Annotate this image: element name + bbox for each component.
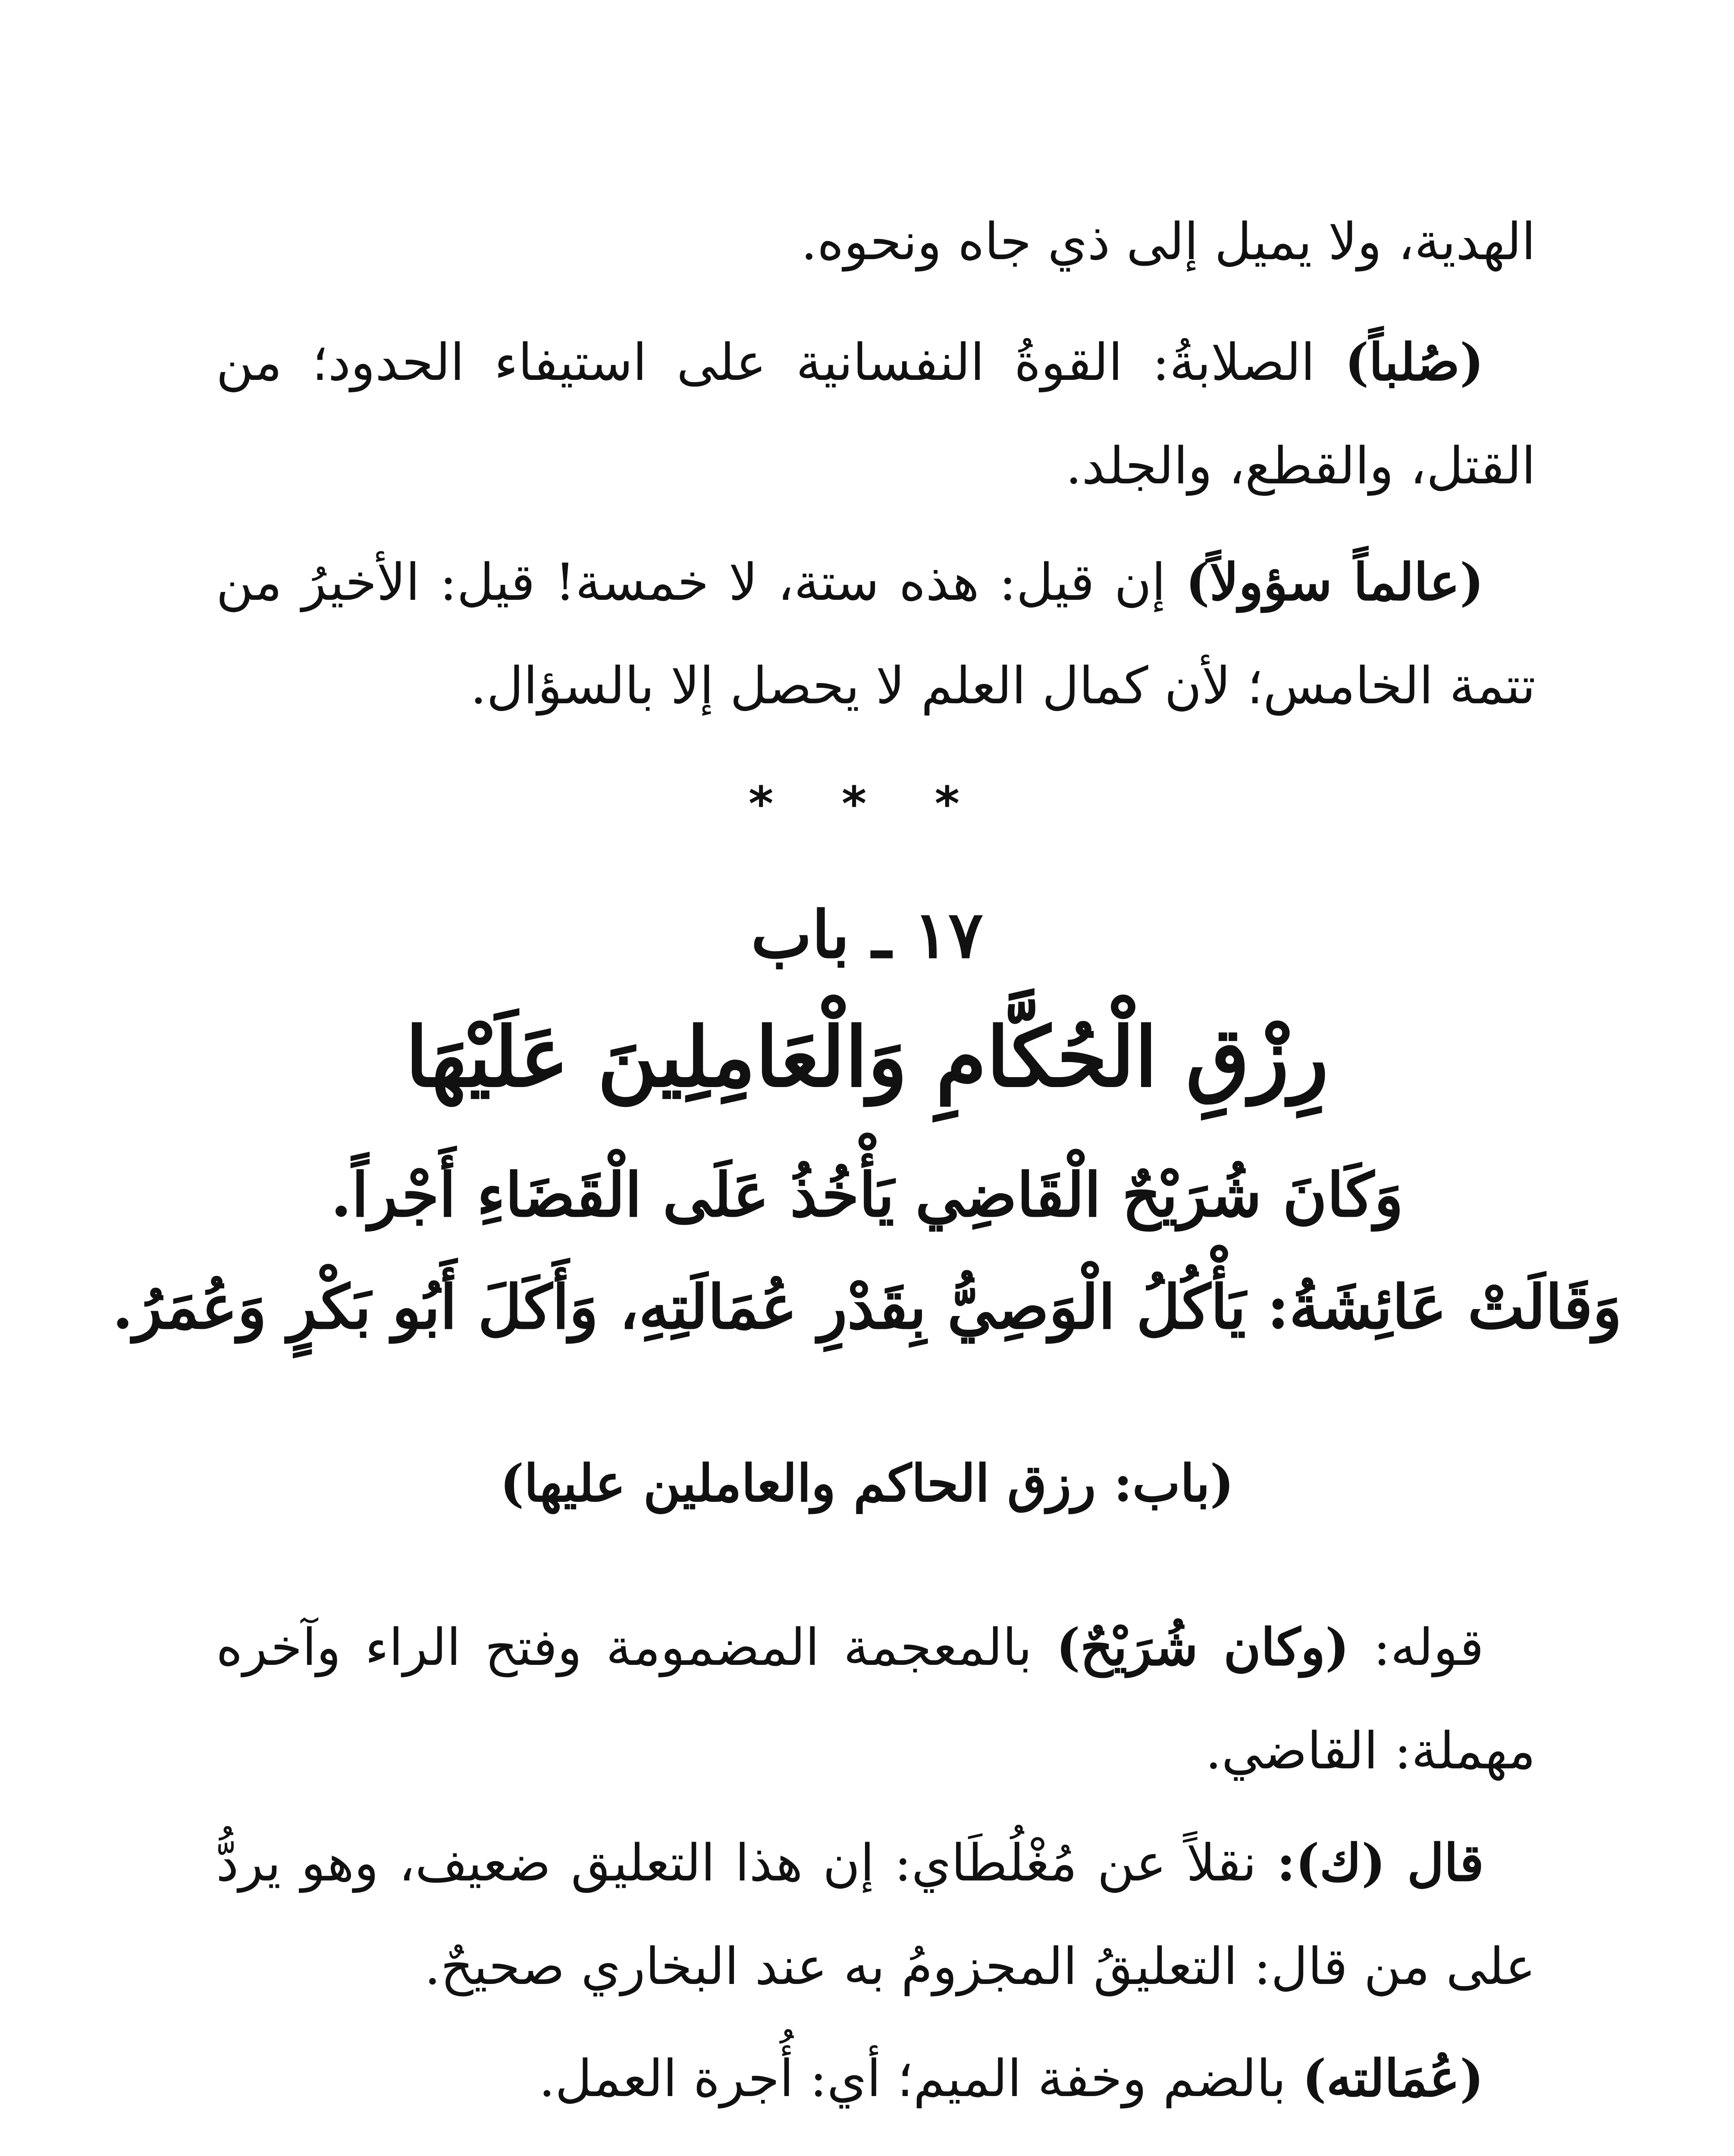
paragraph-lead: (صُلباً) bbox=[1345, 332, 1484, 392]
commentary-text: نقلاً عن مُغْلُطَاي: إن هذا التعليق ضعيف، وهو يردُّ على من قال: التعليقُ المجزومُ به عند البخاري صحيحٌ. bbox=[216, 1833, 1536, 1996]
paragraph-text: الهدية، ولا يميل إلى ذي جاه ونحوه. bbox=[801, 212, 1536, 271]
commentary-lead: قال (ك): bbox=[1276, 1833, 1484, 1893]
paragraph-aliman bbox=[216, 530, 1536, 737]
paragraph-lead: (عالماً سؤولاً) bbox=[1185, 552, 1484, 612]
commentary-lead: (عُمَالته) bbox=[1302, 2048, 1484, 2108]
paragraph-text: إن قيل: هذه ستة، لا خمسة! قيل: الأخيرُ من تتمة الخامس؛ لأن كمال العلم لا يحصل إلا بالسؤال. bbox=[216, 552, 1536, 715]
commentary-paragraph-2 bbox=[216, 1811, 1536, 2018]
commentary-paragraph-3 bbox=[216, 2027, 1536, 2130]
section-separator: * * * bbox=[748, 776, 986, 831]
chapter-number: ١٧ ـ باب bbox=[751, 897, 983, 973]
paragraph-text: الصلابةُ: القوةُ النفسانية على استيفاء الحدود؛ من القتل، والقطع، والجلد. bbox=[216, 332, 1536, 495]
chapter-title: رِزْقِ الْحُكَّامِ وَالْعَامِلِينَ عَلَيْهَا bbox=[405, 1009, 1329, 1105]
matn-line-1: وَكَانَ شُرَيْحٌ الْقَاضِي يَأْخُذُ عَلَى الْقَضَاءِ أَجْراً. bbox=[330, 1160, 1404, 1231]
sub-heading: (باب: رزق الحاكم والعاملين عليها) bbox=[500, 1453, 1234, 1513]
paragraph-sulban bbox=[216, 310, 1536, 517]
commentary-prefix: قوله: bbox=[1349, 1617, 1484, 1677]
paragraph-continuation bbox=[216, 190, 1536, 293]
commentary-text: بالمعجمة المضمومة وفتح الراء وآخره مهملة: القاضي. bbox=[216, 1617, 1536, 1780]
matn-line-2: وَقَالَتْ عَائِشَةُ: يَأْكُلُ الْوَصِيُّ بِقَدْرِ عُمَالَتِهِ، وَأَكَلَ أَبُو بَكْرٍ وَعُمَرُ. bbox=[112, 1272, 1622, 1343]
commentary-paragraph-1 bbox=[216, 1595, 1536, 1802]
commentary-lead: (وكان شُرَيْحٌ) bbox=[1056, 1617, 1349, 1677]
commentary-text: بالضم وخفة الميم؛ أي: أُجرة العمل. bbox=[539, 2049, 1302, 2108]
